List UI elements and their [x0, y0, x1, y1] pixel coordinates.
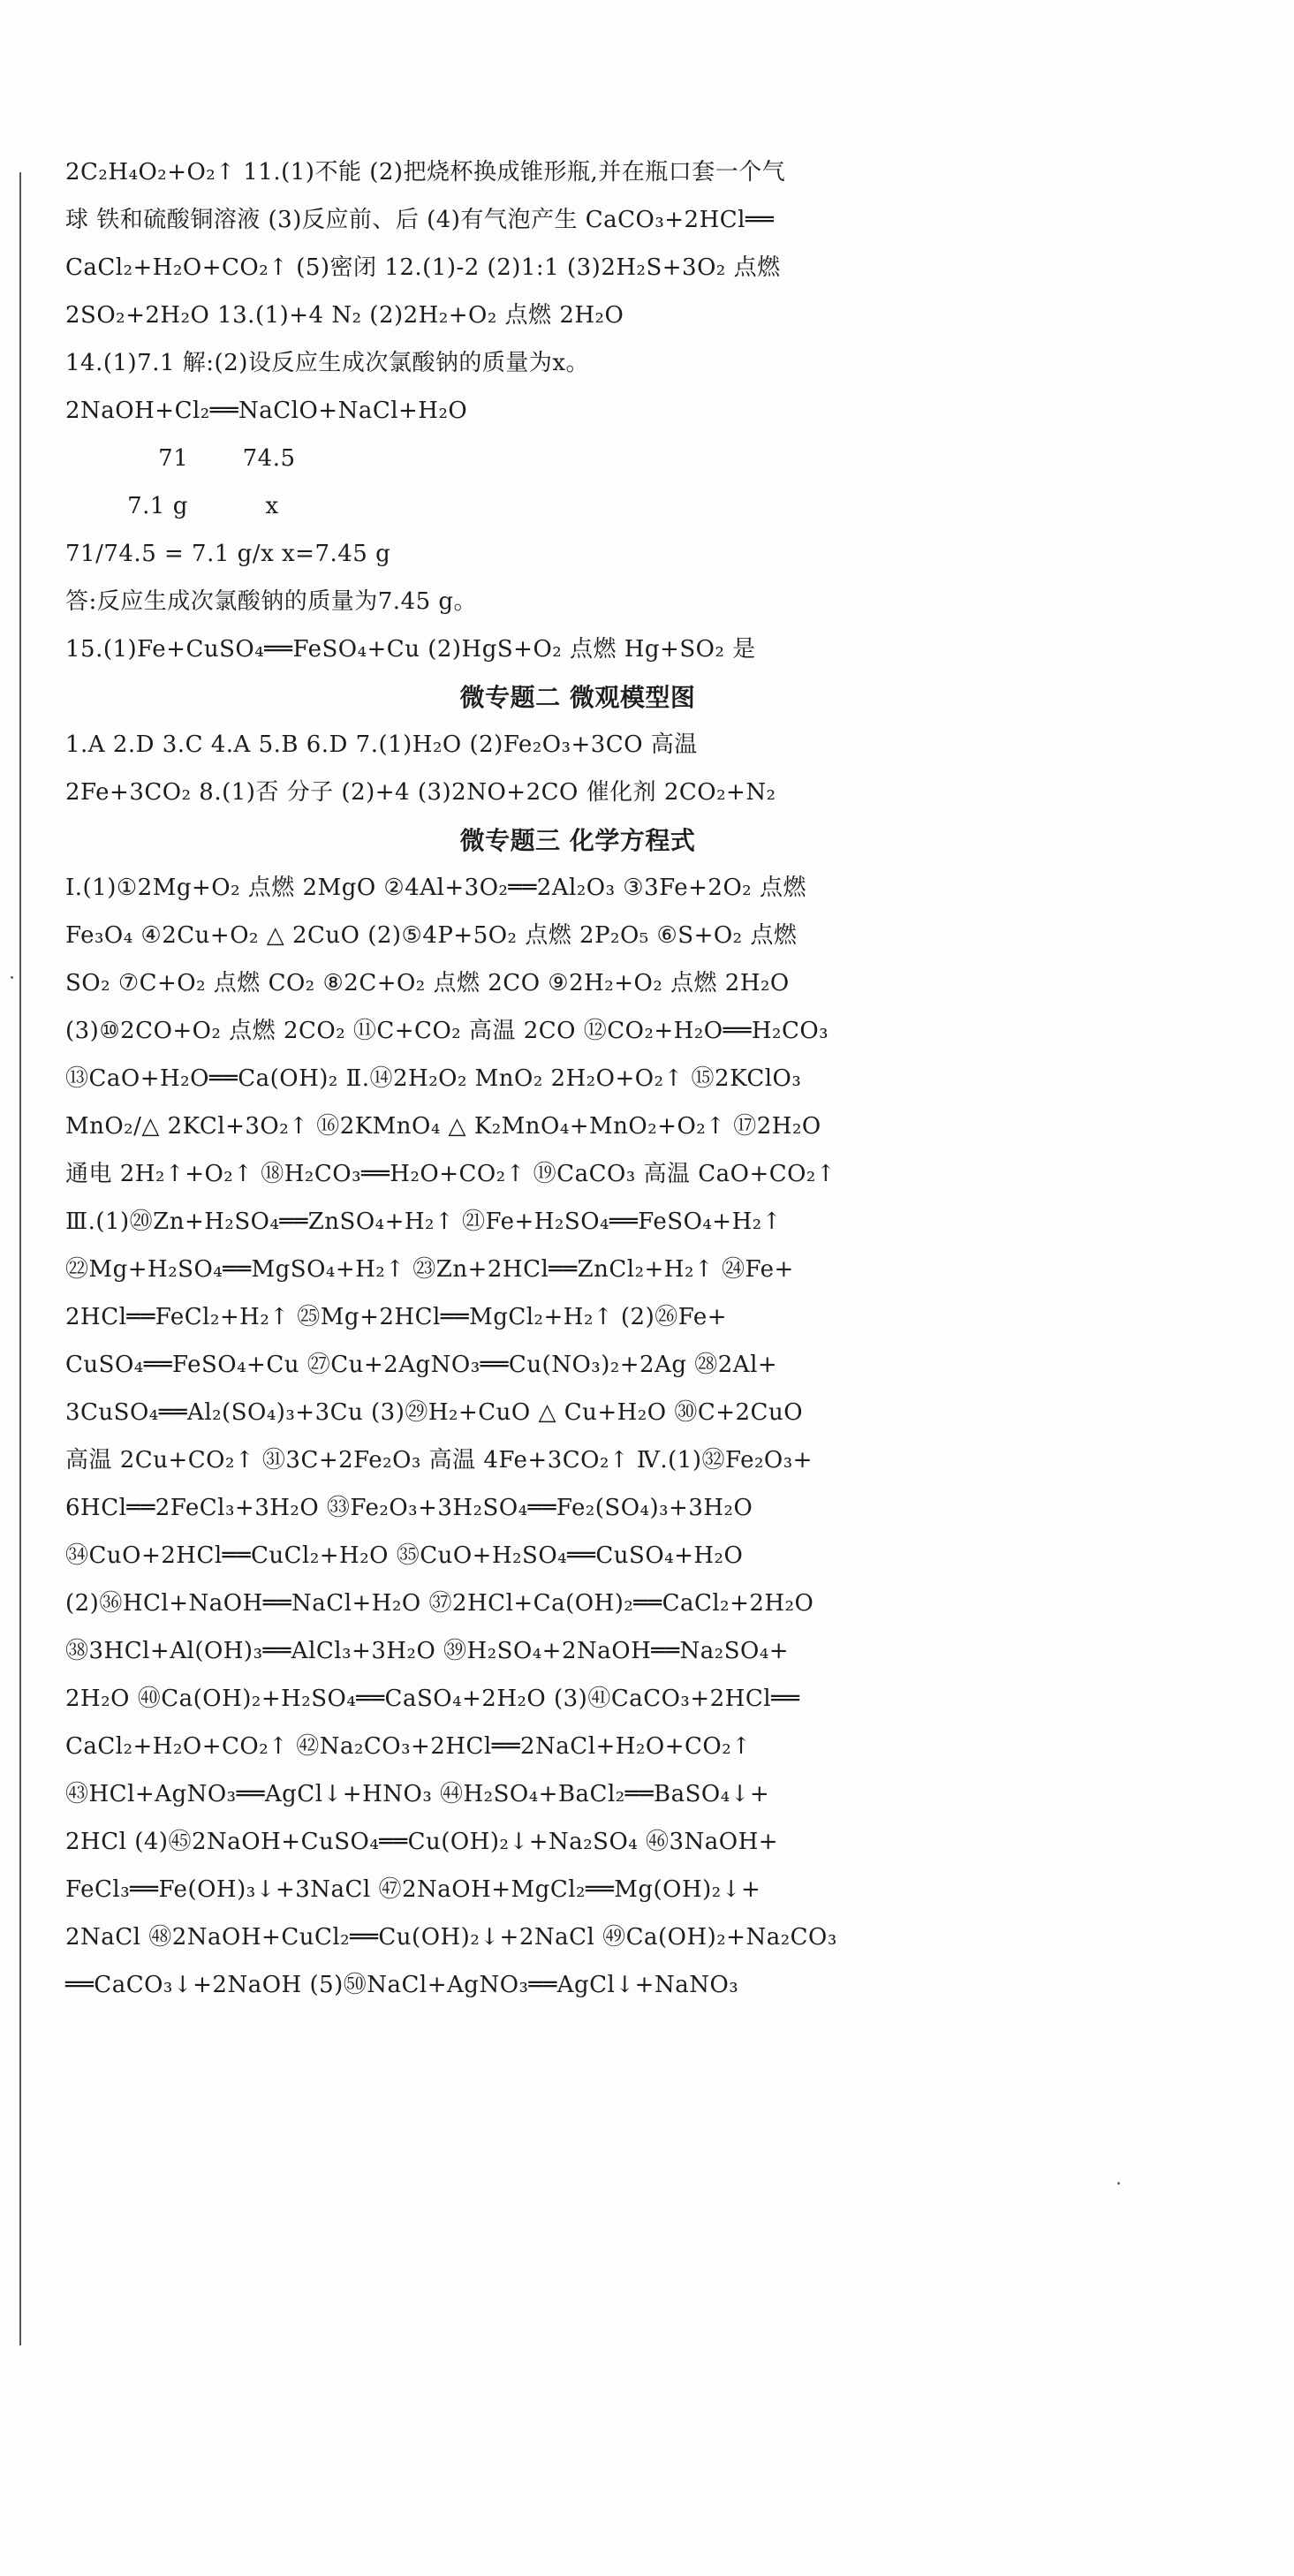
- text-line: ㉞CuO+2HCl══CuCl₂+H₂O ㉟CuO+H₂SO₄══CuSO₄+H₂O: [65, 1542, 744, 1569]
- text-line: 2NaCl ㊽2NaOH+CuCl₂══Cu(OH)₂↓+2NaCl ㊾Ca(OH)₂+Na₂CO₃: [65, 1924, 837, 1951]
- section-heading: 微专题三 化学方程式: [459, 826, 696, 855]
- text-line: CaCl₂+H₂O+CO₂↑ (5)密闭 12.(1)-2 (2)1:1 (3)2H₂S+3O₂ 点燃: [65, 254, 781, 281]
- text-line: 3CuSO₄══Al₂(SO₄)₃+3Cu (3)㉙H₂+CuO △ Cu+H₂O ㉚C+2CuO: [65, 1399, 804, 1426]
- scan-speck: [1117, 2182, 1120, 2185]
- text-line: MnO₂/△ 2KCl+3O₂↑ ⑯2KMnO₄ △ K₂MnO₄+MnO₂+O₂↑ ⑰2H₂O: [65, 1113, 821, 1140]
- text-line: ㉒Mg+H₂SO₄══MgSO₄+H₂↑ ㉓Zn+2HCl══ZnCl₂+H₂↑ ㉔Fe+: [65, 1256, 794, 1283]
- text-line: CaCl₂+H₂O+CO₂↑ ㊷Na₂CO₃+2HCl══2NaCl+H₂O+CO₂↑: [65, 1733, 752, 1760]
- margin-rule: [19, 172, 21, 2345]
- text-line: 71/74.5 = 7.1 g/x x=7.45 g: [65, 541, 391, 567]
- text-line: 2NaOH+Cl₂══NaClO+NaCl+H₂O: [65, 398, 468, 424]
- text-line: 2HCl══FeCl₂+H₂↑ ㉕Mg+2HCl══MgCl₂+H₂↑ (2)㉖Fe+: [65, 1304, 728, 1330]
- text-line: 2C₂H₄O₂+O₂↑ 11.(1)不能 (2)把烧杯换成锥形瓶,并在瓶口套一个气: [65, 159, 786, 186]
- text-line: 通电 2H₂↑+O₂↑ ⑱H₂CO₃══H₂O+CO₂↑ ⑲CaCO₃ 高温 CaO+CO₂↑: [65, 1161, 836, 1187]
- text-line: Fe₃O₄ ④2Cu+O₂ △ 2CuO (2)⑤4P+5O₂ 点燃 2P₂O₅ ⑥S+O₂ 点燃: [65, 922, 798, 949]
- text-line: 2SO₂+2H₂O 13.(1)+4 N₂ (2)2H₂+O₂ 点燃 2H₂O: [65, 302, 624, 329]
- text-line: 2Fe+3CO₂ 8.(1)否 分子 (2)+4 (3)2NO+2CO 催化剂 2CO₂+N₂: [65, 779, 776, 806]
- text-line: SO₂ ⑦C+O₂ 点燃 CO₂ ⑧2C+O₂ 点燃 2CO ⑨2H₂+O₂ 点燃 2H₂O: [65, 970, 790, 996]
- text-line: 2HCl (4)㊺2NaOH+CuSO₄══Cu(OH)₂↓+Na₂SO₄ ㊻3NaOH+: [65, 1829, 779, 1855]
- text-line: 高温 2Cu+CO₂↑ ㉛3C+2Fe₂O₃ 高温 4Fe+3CO₂↑ Ⅳ.(1)㉜Fe₂O₃+: [65, 1447, 813, 1474]
- text-line: 7.1 g x: [65, 493, 279, 519]
- text-line: (2)㊱HCl+NaOH══NaCl+H₂O ㊲2HCl+Ca(OH)₂══CaCl₂+2H₂O: [65, 1590, 814, 1617]
- text-line: ══CaCO₃↓+2NaOH (5)㊿NaCl+AgNO₃══AgCl↓+NaNO₃: [65, 1972, 739, 1998]
- scan-speck: [11, 976, 13, 979]
- text-line: ⑬CaO+H₂O══Ca(OH)₂ Ⅱ.⑭2H₂O₂ MnO₂ 2H₂O+O₂↑ ⑮2KClO₃: [65, 1065, 802, 1092]
- text-line: FeCl₃══Fe(OH)₃↓+3NaCl ㊼2NaOH+MgCl₂══Mg(OH)₂↓+: [65, 1876, 761, 1903]
- text-line: CuSO₄══FeSO₄+Cu ㉗Cu+2AgNO₃══Cu(NO₃)₂+2Ag ㉘2Al+: [65, 1352, 778, 1378]
- text-line: (3)⑩2CO+O₂ 点燃 2CO₂ ⑪C+CO₂ 高温 2CO ⑫CO₂+H₂O══H₂CO₃: [65, 1018, 829, 1044]
- text-line: 2H₂O ㊵Ca(OH)₂+H₂SO₄══CaSO₄+2H₂O (3)㊶CaCO₃+2HCl══: [65, 1686, 800, 1712]
- text-line: ㊸HCl+AgNO₃══AgCl↓+HNO₃ ㊹H₂SO₄+BaCl₂══BaSO₄↓+: [65, 1781, 770, 1807]
- text-line: 球 铁和硫酸铜溶液 (3)反应前、后 (4)有气泡产生 CaCO₃+2HCl══: [65, 207, 775, 233]
- text-line: ㊳3HCl+Al(OH)₃══AlCl₃+3H₂O ㊴H₂SO₄+2NaOH══Na₂SO₄+: [65, 1638, 790, 1664]
- text-line: Ⅲ.(1)⑳Zn+H₂SO₄══ZnSO₄+H₂↑ ㉑Fe+H₂SO₄══FeSO₄+H₂↑: [65, 1208, 782, 1235]
- section-heading: 微专题二 微观模型图: [459, 683, 696, 712]
- answer-text: [65, 159, 1090, 2019]
- text-line: 15.(1)Fe+CuSO₄══FeSO₄+Cu (2)HgS+O₂ 点燃 Hg+SO₂ 是: [65, 636, 756, 663]
- text-line: 71 74.5: [65, 445, 296, 472]
- text-line: 6HCl══2FeCl₃+3H₂O ㉝Fe₂O₃+3H₂SO₄══Fe₂(SO₄)₃+3H₂O: [65, 1495, 753, 1521]
- text-line: 14.(1)7.1 解:(2)设反应生成次氯酸钠的质量为x。: [65, 350, 590, 376]
- text-line: 1.A 2.D 3.C 4.A 5.B 6.D 7.(1)H₂O (2)Fe₂O₃+3CO 高温: [65, 731, 698, 758]
- text-line: 答:反应生成次氯酸钠的质量为7.45 g。: [65, 588, 478, 615]
- text-line: Ⅰ.(1)①2Mg+O₂ 点燃 2MgO ②4Al+3O₂══2Al₂O₃ ③3Fe+2O₂ 点燃: [65, 875, 806, 901]
